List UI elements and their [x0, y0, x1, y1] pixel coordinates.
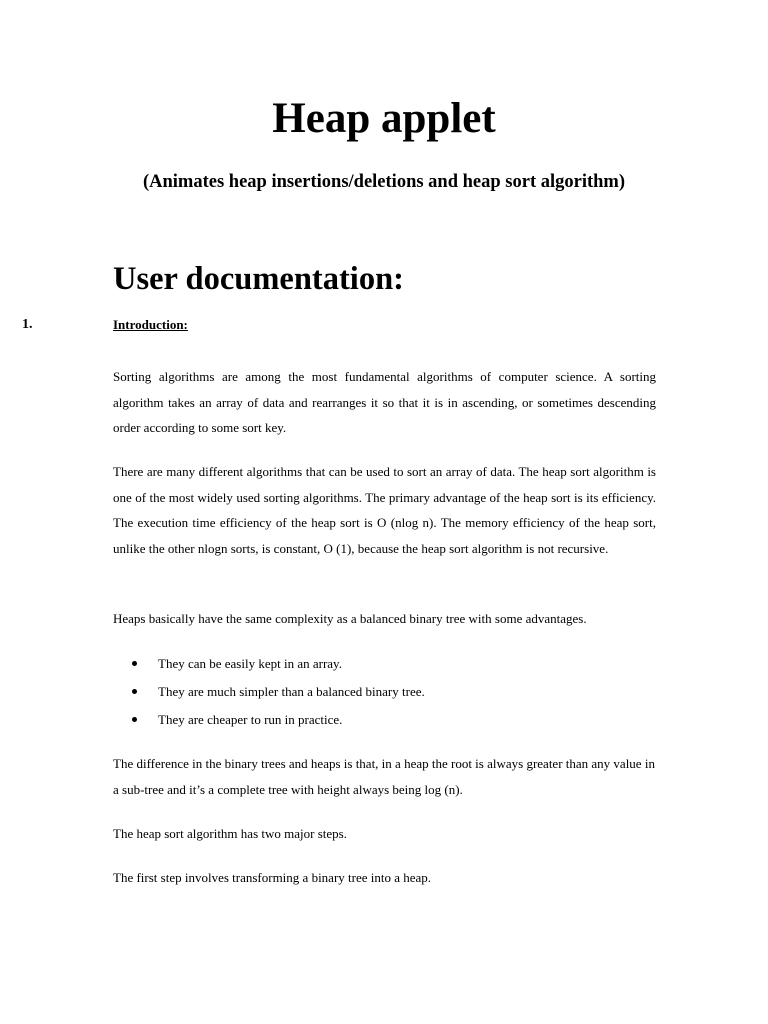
- section-number: 1.: [22, 317, 33, 332]
- list-item: [113, 650, 656, 678]
- list-item: [113, 678, 656, 706]
- advantages-list: [113, 650, 656, 734]
- list-item: [113, 706, 656, 734]
- paragraph-heap-complexity: Heaps basically have the same complexity as a balanced binary tree with some advantages.: [113, 611, 587, 626]
- paragraph-two-steps: The heap sort algorithm has two major steps.: [113, 826, 347, 841]
- document-title: Heap applet: [272, 95, 496, 142]
- section-heading: User documentation:: [113, 261, 404, 297]
- paragraph-first-step: The first step involves transforming a binary tree into a heap.: [113, 870, 432, 885]
- bullet-icon: [132, 717, 137, 722]
- document-subtitle: (Animates heap insertions/deletions and heap sort algorithm): [142, 172, 626, 192]
- bullet-icon: [132, 661, 137, 666]
- list-item-text: They can be easily kept in an array.: [158, 656, 342, 671]
- paragraph-heap-sort-efficiency: There are many different algorithms that can be used to sort an array of data. The heap sort algorithm is one of the most widely used sorting algorithms. The primary advantage of the heap sort is its efficiency. The execution time efficiency of the heap sort is O (nlog n). The memory efficiency of the heap sort, unlike the other nlogn sorts, is constant, O (1), because the heap sort algorithm is not recursive.: [113, 464, 656, 556]
- paragraph-sorting-intro: Sorting algorithms are among the most fundamental algorithms of computer science. A sorting algorithm takes an array of data and rearranges it so that it is in ascending, or sometimes descending order according to some sort key.: [113, 369, 656, 435]
- bullet-icon: [132, 689, 137, 694]
- paragraph-trees-vs-heaps: The difference in the binary trees and heaps is that, in a heap the root is always greater than any value in a sub-tree and it’s a complete tree with height always being log (n).: [113, 756, 655, 797]
- list-item-text: They are much simpler than a balanced binary tree.: [158, 684, 425, 699]
- section-title: Introduction:: [113, 317, 188, 332]
- list-item-text: They are cheaper to run in practice.: [158, 712, 343, 727]
